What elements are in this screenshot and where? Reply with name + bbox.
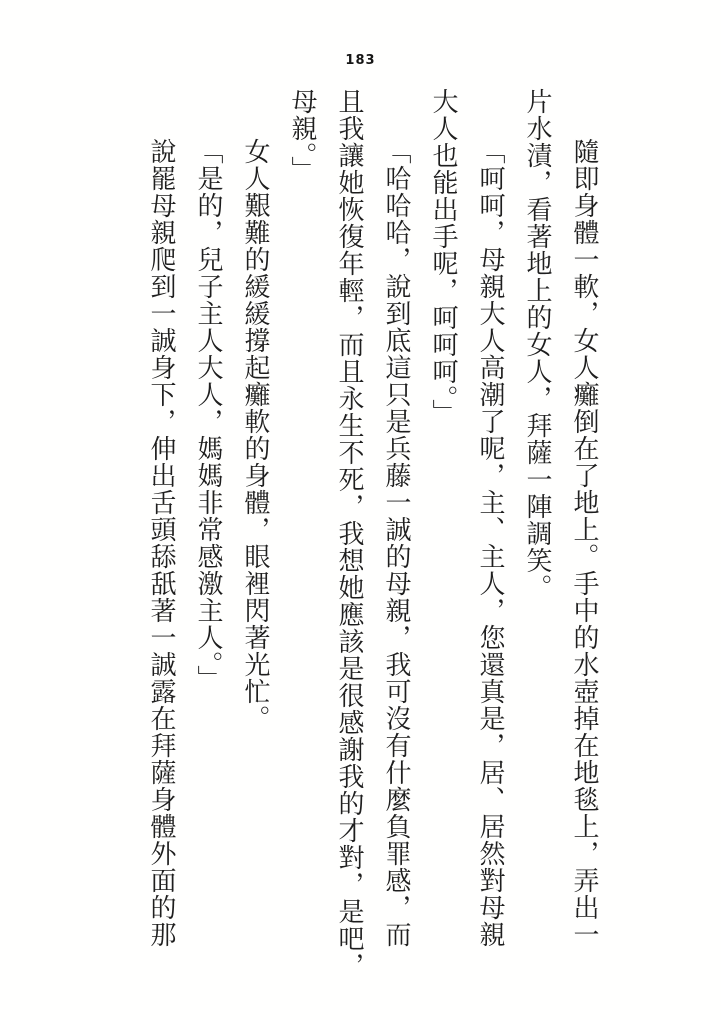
text-column-10: 說罷母親爬到一誠身下，伸出舌頭舔舐著一誠露在拜薩身體外面的那 xyxy=(147,138,176,948)
text-column-1: 隨即身體一軟，女人癱倒在了地上。手中的水壺掉在地毯上，弄出一 xyxy=(570,138,599,948)
text-column-3: 「呵呵，母親大人高潮了呢，主、主人，您還真是，居、居然對母親 xyxy=(476,138,505,948)
text-column-7: 母親。」 xyxy=(288,88,317,183)
text-column-9: 「是的，兒子主人大人，媽媽非常感激主人。」 xyxy=(194,138,223,692)
page-number: 183 xyxy=(345,53,376,68)
text-column-4: 大人也能出手呢，呵呵呵。」 xyxy=(429,88,458,426)
text-column-8: 女人艱難的緩緩撐起癱軟的身體，眼裡閃著光忙。 xyxy=(241,138,270,732)
text-column-5: 「哈哈哈，說到底這只是兵藤一誠的母親，我可沒有什麼負罪感，而 xyxy=(382,138,411,948)
text-column-6: 且我讓她恢復年輕，而且永生不死，我想她應該是很感謝我的才對，是吧， xyxy=(335,88,364,979)
page-text xyxy=(138,88,608,988)
text-column-2: 片水漬，看著地上的女人，拜薩一陣調笑。 xyxy=(523,88,552,601)
